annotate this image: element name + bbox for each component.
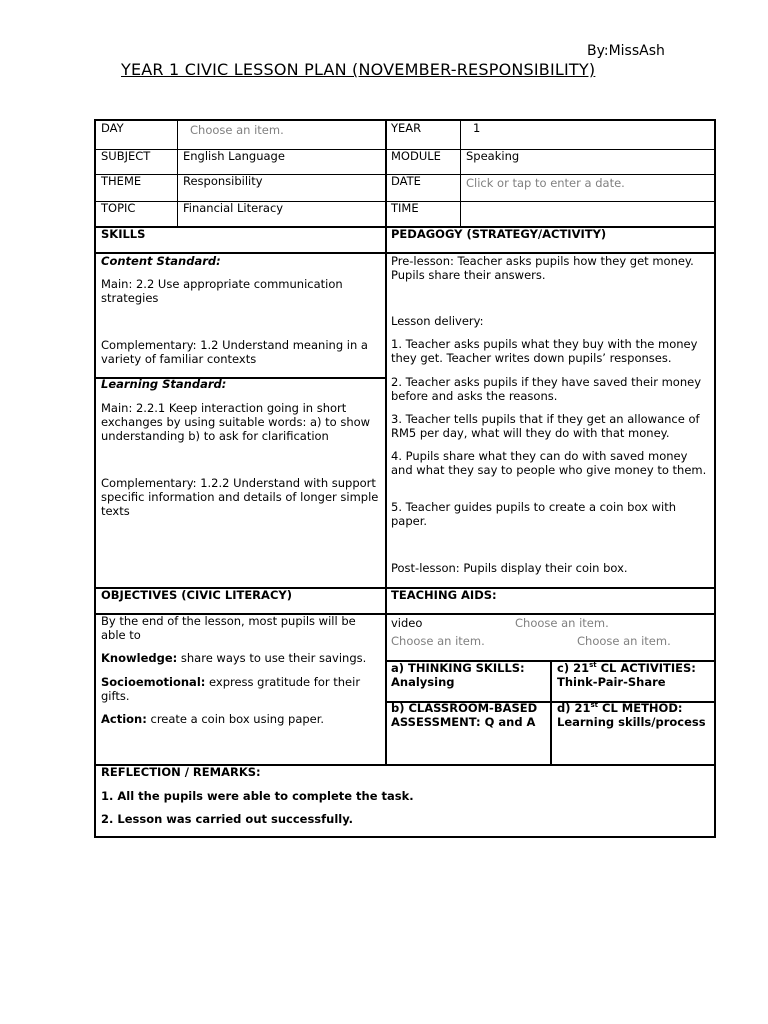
socio-text: express gratitude for their gifts. xyxy=(101,675,361,703)
theme-value: Responsibility xyxy=(183,174,263,188)
content-standard-label: Content Standard: xyxy=(101,254,221,268)
module-label: MODULE xyxy=(391,149,441,163)
content-standard-complementary: Complementary: 1.2 Understand meaning in a variety of familiar contexts xyxy=(101,338,368,366)
skills-heading: SKILLS xyxy=(101,227,146,241)
lesson-step: 2. Teacher asks pupils if they have saved their money before and asks the reasons. xyxy=(391,375,702,403)
col-divider xyxy=(177,121,178,227)
post-lesson: Post-lesson: Pupils display their coin box. xyxy=(391,561,628,575)
learning-standard-main: Main: 2.2.1 Keep interaction going in short exchanges by using suitable words: a) to show understanding b) to ask for clarification xyxy=(101,401,371,443)
lesson-step: 4. Pupils share what they can do with saved money and what they say to people who give money to them. xyxy=(391,449,707,477)
content-standard-main: Main: 2.2 Use appropriate communication strategies xyxy=(101,277,343,305)
subject-label: SUBJECT xyxy=(101,149,151,163)
objective-knowledge xyxy=(101,651,366,665)
teaching-aid-video: video xyxy=(391,616,423,630)
subject-value: English Language xyxy=(183,149,285,163)
col-divider xyxy=(385,121,387,766)
teaching-aids-heading: TEACHING AIDS: xyxy=(391,588,497,602)
col-divider xyxy=(460,121,461,227)
objectives-heading: OBJECTIVES (CIVIC LITERACY) xyxy=(101,588,292,602)
lesson-step: 5. Teacher guides pupils to create a coin box with paper. xyxy=(391,500,677,528)
col-divider xyxy=(550,660,552,765)
action-label: Action: xyxy=(101,712,147,726)
socio-label: Socioemotional: xyxy=(101,675,206,689)
cl-method-value: Learning skills/process xyxy=(557,715,706,729)
cl-method-label: d) 21st CL METHOD: xyxy=(557,701,683,715)
module-value: Speaking xyxy=(466,149,520,163)
pedagogy-heading: PEDAGOGY (STRATEGY/ACTIVITY) xyxy=(391,227,607,241)
teaching-aid-dropdown[interactable]: Choose an item. xyxy=(391,634,485,648)
lesson-step: 3. Teacher tells pupils that if they get an allowance of RM5 per day, what will they do with that money. xyxy=(391,412,700,440)
cl-activities-value: Think-Pair-Share xyxy=(557,675,666,689)
day-dropdown[interactable]: Choose an item. xyxy=(190,123,284,137)
learning-standard-label: Learning Standard: xyxy=(101,377,227,391)
date-label: DATE xyxy=(391,174,421,188)
objective-action xyxy=(101,712,324,726)
year-value: 1 xyxy=(473,121,481,135)
assessment-value: ASSESSMENT: Q and A xyxy=(391,715,536,729)
knowledge-text: share ways to use their savings. xyxy=(177,651,367,665)
objectives-intro: By the end of the lesson, most pupils will be able to xyxy=(101,614,356,642)
topic-label: TOPIC xyxy=(101,201,136,215)
reflection-heading: REFLECTION / REMARKS: xyxy=(101,765,261,779)
action-text: create a coin box using paper. xyxy=(146,712,325,726)
assessment-label: b) CLASSROOM-BASED xyxy=(391,701,538,715)
page-title: YEAR 1 CIVIC LESSON PLAN (NOVEMBER-RESPONSIBILITY) xyxy=(121,60,596,79)
day-label: DAY xyxy=(101,121,124,135)
lesson-delivery-label: Lesson delivery: xyxy=(391,314,484,328)
thinking-skills-value: Analysing xyxy=(391,675,455,689)
teaching-aid-dropdown[interactable]: Choose an item. xyxy=(515,616,609,630)
objective-socioemotional xyxy=(101,675,381,703)
topic-value: Financial Literacy xyxy=(183,201,284,215)
knowledge-label: Knowledge: xyxy=(101,651,178,665)
reflection-item: 2. Lesson was carried out successfully. xyxy=(101,812,354,826)
time-label: TIME xyxy=(391,201,419,215)
teaching-aid-dropdown[interactable]: Choose an item. xyxy=(577,634,671,648)
year-label: YEAR xyxy=(391,121,422,135)
pre-lesson: Pre-lesson: Teacher asks pupils how they get money. Pupils share their answers. xyxy=(391,254,694,282)
thinking-skills-label: a) THINKING SKILLS: xyxy=(391,661,525,675)
reflection-item: 1. All the pupils were able to complete the task. xyxy=(101,789,414,803)
theme-label: THEME xyxy=(101,174,142,188)
date-picker[interactable]: Click or tap to enter a date. xyxy=(466,176,625,190)
learning-standard-complementary: Complementary: 1.2.2 Understand with support specific information and details of longer simple texts xyxy=(101,476,379,518)
author-byline: By:MissAsh xyxy=(587,43,665,59)
cl-activities-label: c) 21st CL ACTIVITIES: xyxy=(557,661,696,675)
lesson-step: 1. Teacher asks pupils what they buy with the money they get. Teacher writes down pupils’ responses. xyxy=(391,337,698,365)
